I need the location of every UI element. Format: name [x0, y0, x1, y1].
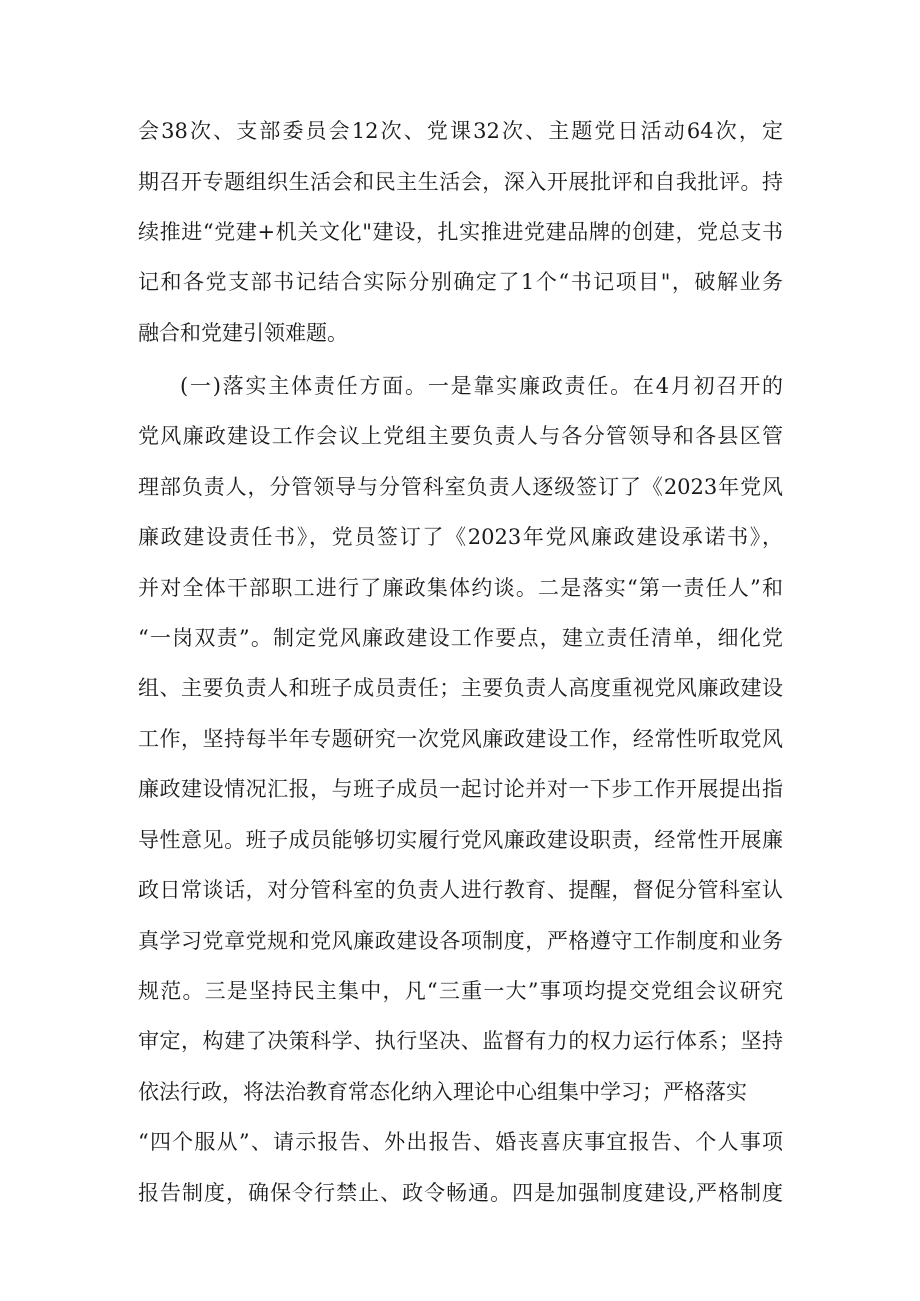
paragraph-2-line-7: 组、主要负责人和班子成员责任；主要负责人高度重视党风廉政建设: [138, 676, 783, 700]
paragraph-1-line-4: 记和各党支部书记结合实际分别确定了1个“书记项目"，破解业务: [138, 270, 783, 294]
paragraph-2-line-11: 政日常谈话，对分管科室的负责人进行教育、提醒，督促分管科室认: [138, 878, 783, 902]
paragraph-2-line-15: 依法行政，将法治教育常态化纳入理论中心组集中学习；严格落实: [138, 1080, 747, 1104]
paragraph-1-line-3: 续推进“党建+机关文化"建设，扎实推进党建品牌的创建，党总支书: [138, 220, 783, 244]
paragraph-2-line-12: 真学习党章党规和党风廉政建设各项制度，严格遵守工作制度和业务: [138, 929, 783, 953]
paragraph-2-line-6: “一岗双责”。制定党风廉政建设工作要点，建立责任清单，细化党: [138, 626, 783, 650]
paragraph-2-line-4: 廉政建设责任书》，党员签订了《2023年党风廉政建设承诺书》，: [138, 525, 783, 549]
paragraph-2-line-5: 并对全体干部职工进行了廉政集体约谈。二是落实“第一责任人”和: [138, 576, 783, 600]
paragraph-2-line-17: 报告制度，确保令行禁止、政令畅通。四是加强制度建设,严格制度: [138, 1181, 783, 1205]
paragraph-2-line-1: (一)落实主体责任方面。一是靠实廉政责任。在4月初召开的: [180, 374, 783, 398]
paragraph-1-line-2: 期召开专题组织生活会和民主生活会，深入开展批评和自我批评。持: [138, 170, 783, 194]
paragraph-2-line-9: 廉政建设情况汇报，与班子成员一起讨论并对一下步工作开展提出指: [138, 777, 783, 801]
paragraph-1-line-5: 融合和党建引领难题。: [138, 321, 348, 345]
paragraph-2-line-10: 导性意见。班子成员能够切实履行党风廉政建设职责，经常性开展廉: [138, 828, 783, 852]
paragraph-2-line-8: 工作，坚持每半年专题研究一次党风廉政建设工作，经常性听取党风: [138, 727, 783, 751]
paragraph-2-line-13: 规范。三是坚持民主集中，凡“三重一大”事项均提交党组会议研究: [138, 979, 783, 1003]
paragraph-1-line-1: 会38次、支部委员会12次、党课32次、主题党日活动64次，定: [138, 119, 783, 143]
paragraph-2-line-16: “四个服从”、请示报告、外出报告、婚丧喜庆事宜报告、个人事项: [138, 1130, 783, 1154]
paragraph-2-line-3: 理部负责人，分管领导与分管科室负责人逐级签订了《2023年党风: [138, 475, 783, 499]
paragraph-2-line-2: 党风廉政建设工作会议上党组主要负责人与各分管领导和各县区管: [138, 424, 783, 448]
paragraph-2-line-14: 审定，构建了决策科学、执行坚决、监督有力的权力运行体系；坚持: [138, 1029, 783, 1053]
